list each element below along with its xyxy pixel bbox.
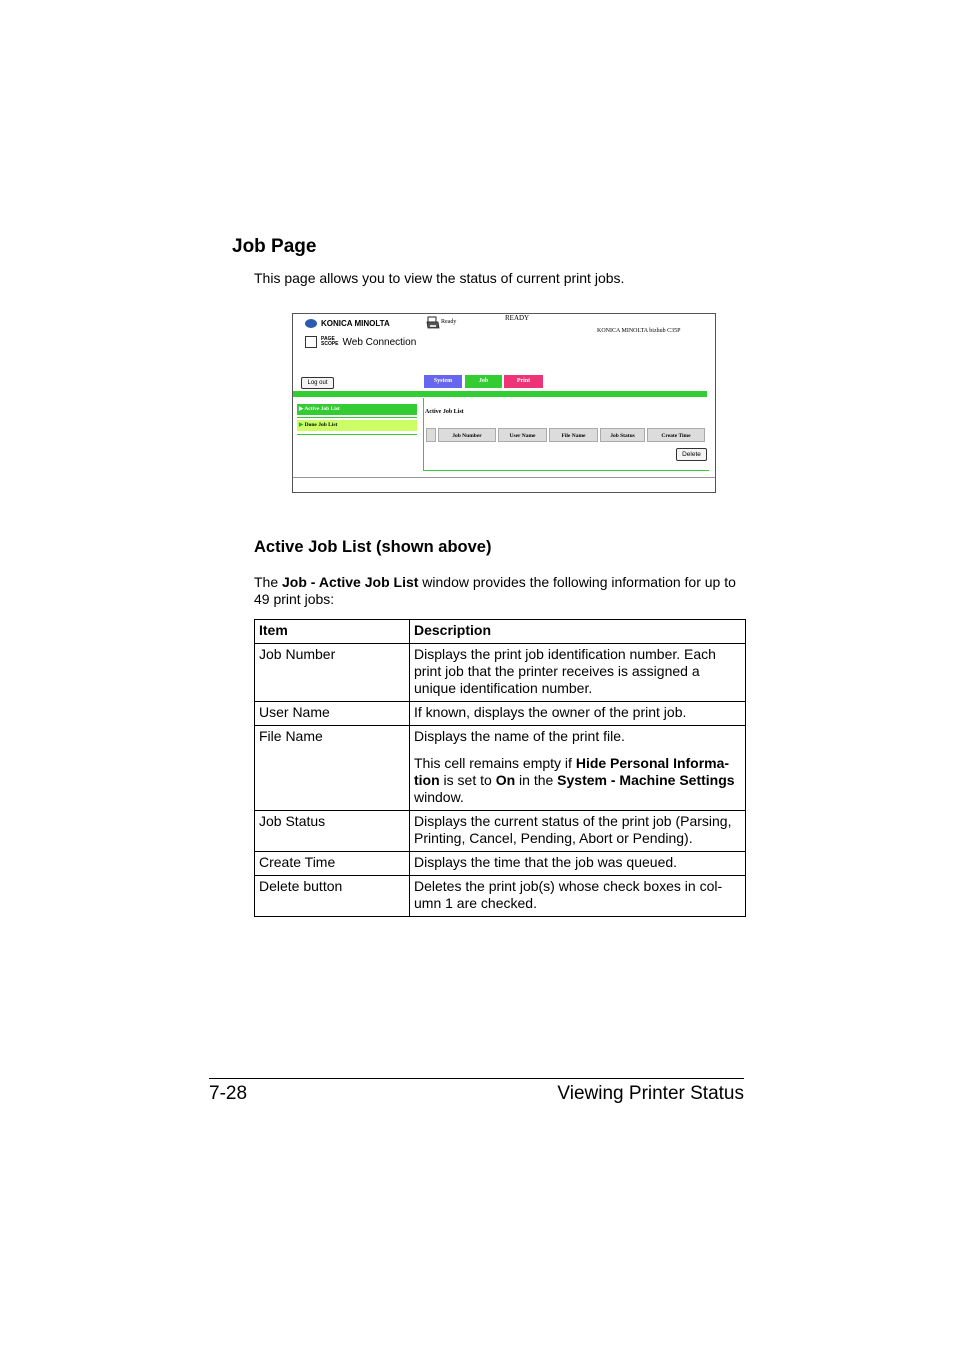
table-row [255,852,746,876]
tab-underline-bar [293,391,707,397]
sidebar-divider [297,417,417,418]
panel-border-left [423,398,424,471]
description-cell: Deletes the print job(s) whose check boxes in col-umn 1 are checked. [410,876,746,917]
sidebar-item-label: Done Job List [304,422,338,428]
status-small: Ready [441,319,457,325]
table-row [255,726,746,811]
footer-title: Viewing Printer Status [557,1083,744,1104]
section-title: Job Page [232,236,317,257]
arrow-right-icon: ▶ [299,406,304,412]
column-header-create-time[interactable]: Create Time [647,428,705,442]
description-cell: Displays the print job identification number. Each print job that the printer receives is assigned a unique identification number. [410,644,746,702]
web-connection-label: Web Connection [342,336,417,348]
panel-title: Active Job List [425,409,464,415]
web-connection-screenshot [292,313,716,493]
pagescope-icon [305,336,317,348]
table-header-row [255,620,746,644]
header-item: Item [255,620,410,644]
page-number: 7-28 [209,1083,248,1104]
description-paragraph: The Job - Active Job List window provides the following information for up to 49 print jobs: [254,574,736,607]
panel-border-bottom [423,470,709,471]
description-cell: Displays the current status of the print job (Parsing, Printing, Cancel, Pending, Abort or Pending). [410,811,746,852]
footer-rule [209,1078,744,1079]
brand-name: KONICA MINOLTA [321,319,390,328]
job-list-header [426,428,705,442]
description-cell: Displays the time that the job was queued. [410,852,746,876]
column-header-job-status[interactable]: Job Status [600,428,645,442]
table-row [255,644,746,702]
table-row [255,811,746,852]
column-header-file-name[interactable]: File Name [549,428,598,442]
item-cell: Job Status [255,811,410,852]
item-cell: User Name [255,702,410,726]
tab-job[interactable]: Job [465,375,502,388]
printer-model: KONICA MINOLTA bizhub C35P [597,328,681,334]
arrow-right-icon: ▶ [299,422,304,428]
item-cell: Delete button [255,876,410,917]
brand-logo [305,319,390,328]
logout-button[interactable]: Log out [301,377,334,389]
sidebar-item-label: Active Job List [304,406,340,412]
header-description: Description [410,620,746,644]
checkbox-column-header [426,428,436,442]
column-header-user-name[interactable]: User Name [498,428,547,442]
delete-button[interactable]: Delete [676,448,707,461]
sidebar-item-active-job-list[interactable] [297,404,417,415]
info-table [254,619,746,917]
description-cell: Displays the name of the print file. This cell remains empty if Hide Personal Informa-tion is set to On in the System - Machine Settings window. [410,726,746,811]
table-row [255,702,746,726]
pagescope-line2: SCOPE [321,341,339,347]
item-cell: Job Number [255,644,410,702]
tab-print[interactable]: Print [504,375,543,388]
column-header-job-number[interactable]: Job Number [438,428,496,442]
printer-icon [426,316,440,330]
item-cell: Create Time [255,852,410,876]
konica-minolta-logo-icon [305,319,317,328]
status-large: READY [505,314,530,322]
tab-system[interactable]: System [424,375,462,388]
sidebar-divider [297,434,417,435]
pagescope-line1: PAGE [321,336,335,342]
table-row [255,876,746,917]
page-footer-line [293,477,715,478]
description-cell: If known, displays the owner of the print job. [410,702,746,726]
intro-text: This page allows you to view the status of current print jobs. [254,270,625,286]
subsection-title: Active Job List (shown above) [254,538,492,556]
sidebar-item-done-job-list[interactable] [297,420,417,431]
item-cell: File Name [255,726,410,811]
pagescope-logo [305,336,416,348]
